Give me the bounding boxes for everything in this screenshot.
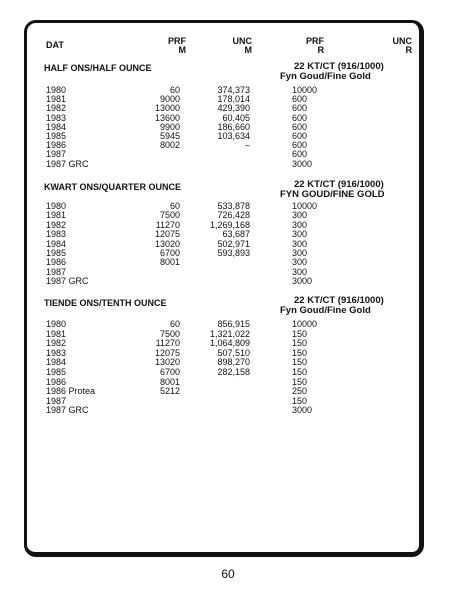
row-prf-m: 6700: [159, 367, 180, 377]
row-year: 1987: [46, 149, 67, 160]
section-title: KWART ONS/QUARTER OUNCE: [44, 182, 181, 192]
row-year: 1981: [46, 210, 67, 221]
row-prf-m: 8001: [159, 257, 180, 268]
row-prf-r: 600: [292, 121, 308, 132]
row-year: 1981: [46, 94, 67, 105]
row-year: 1983: [46, 112, 67, 123]
row-year: 1984: [46, 357, 67, 368]
section-title: TIENDE ONS/TENTH OUNCE: [44, 298, 167, 308]
row-year: 1986: [46, 257, 67, 268]
row-unc-m: 856,915: [217, 319, 250, 329]
row-prf-r: 150: [292, 347, 308, 358]
row-unc-m: 502,971: [217, 238, 250, 249]
row-prf-r: 300: [292, 238, 308, 249]
row-prf-m: 60: [169, 201, 180, 211]
row-unc-m: 282,158: [217, 367, 250, 377]
row-prf-r: 10000: [292, 85, 318, 95]
row-prf-m: 11270: [155, 338, 180, 349]
row-unc-m: 186,660: [217, 121, 250, 132]
row-unc-m: 63,687: [222, 229, 250, 240]
row-unc-m: 429,390: [217, 103, 250, 114]
row-year: 1986 Protea: [46, 386, 96, 397]
row-prf-m: 60: [169, 85, 180, 95]
row-prf-r: 300: [292, 210, 308, 221]
row-prf-r: 10000: [292, 201, 318, 211]
row-year: 1982: [46, 338, 67, 349]
row-unc-m: 726,428: [217, 210, 250, 221]
row-prf-m: 5212: [159, 386, 180, 397]
row-prf-r: 300: [292, 257, 308, 268]
row-unc-m: 374,373: [217, 85, 250, 95]
row-prf-m: 9900: [159, 121, 180, 132]
row-unc-m: 1,064,809: [209, 338, 250, 349]
row-prf-m: 11270: [155, 219, 180, 230]
row-prf-r: 250: [292, 386, 308, 397]
row-year: 1983: [46, 347, 67, 358]
row-prf-m: 12075: [154, 229, 180, 240]
row-prf-r: 150: [292, 357, 308, 368]
row-prf-r: 3000: [292, 276, 313, 287]
row-year: 1987 GRC: [46, 158, 89, 169]
row-prf-m: 13000: [154, 103, 180, 114]
row-unc-m: 1,321,022: [209, 328, 250, 339]
row-year: 1987: [46, 266, 67, 277]
row-year: 1985: [46, 248, 67, 258]
row-unc-m: 103,634: [217, 131, 250, 141]
row-unc-m: 60,405: [222, 112, 250, 123]
row-year: 1984: [46, 121, 67, 132]
row-prf-r: 600: [292, 140, 308, 151]
row-prf-m: 13020: [154, 238, 180, 249]
row-year: 1986: [46, 140, 67, 151]
header-unc-r-unit: R: [405, 45, 412, 55]
row-prf-r: 300: [292, 266, 308, 277]
row-prf-m: 7500: [159, 328, 180, 339]
row-year: 1987: [46, 395, 67, 406]
row-prf-r: 150: [292, 376, 308, 387]
row-prf-r: 150: [292, 367, 308, 377]
row-prf-m: 60: [169, 319, 180, 329]
row-unc-m: 1,269,168: [209, 219, 250, 230]
row-prf-m: 6700: [159, 248, 180, 258]
row-unc-m: 898,270: [217, 357, 250, 368]
row-unc-m: 507,510: [217, 347, 250, 358]
row-prf-m: 13020: [154, 357, 180, 368]
row-year: 1982: [46, 219, 67, 230]
row-year: 1984: [46, 238, 67, 249]
row-prf-m: 8001: [159, 376, 180, 387]
row-year: 1980: [46, 319, 67, 329]
row-year: 1983: [46, 229, 67, 240]
row-prf-m: 9000: [159, 94, 180, 105]
row-prf-r: 150: [292, 395, 308, 406]
row-year: 1987 GRC: [46, 276, 89, 287]
row-unc-m: –: [244, 140, 250, 151]
section-gold-spec: 22 KT/CT (916/1000): [294, 179, 384, 190]
section-gold-spec: 22 KT/CT (916/1000): [294, 295, 384, 306]
section-gold-type: Fyn Goud/Fine Gold: [280, 71, 371, 82]
row-prf-m: 7500: [159, 210, 180, 221]
row-year: 1981: [46, 328, 67, 339]
row-prf-r: 3000: [292, 158, 313, 169]
row-prf-r: 600: [292, 94, 308, 105]
row-prf-r: 3000: [292, 405, 313, 416]
row-prf-m: 8002: [159, 140, 180, 151]
row-unc-m: 178,014: [217, 94, 250, 105]
row-year: 1980: [46, 201, 67, 211]
row-prf-r: 150: [292, 338, 308, 349]
section-gold-spec: 22 KT/CT (916/1000): [294, 61, 384, 72]
row-year: 1987 GRC: [46, 405, 89, 416]
header-prf-m-unit: M: [178, 45, 186, 55]
row-prf-r: 600: [292, 149, 308, 160]
row-prf-r: 300: [292, 219, 308, 230]
row-prf-m: 13600: [154, 112, 180, 123]
section-gold-type: Fyn Goud/Fine Gold: [280, 305, 371, 316]
section-gold-type: FYN GOUD/FINE GOLD: [280, 189, 385, 200]
row-year: 1985: [46, 367, 67, 377]
row-prf-r: 600: [292, 103, 308, 114]
row-prf-m: 5945: [159, 131, 180, 141]
header-prf-r-unit: R: [317, 45, 324, 55]
page-number: 60: [221, 567, 235, 581]
row-prf-r: 150: [292, 328, 308, 339]
row-prf-r: 300: [292, 229, 308, 240]
row-prf-r: 600: [292, 131, 308, 141]
row-prf-r: 10000: [292, 319, 318, 329]
row-year: 1986: [46, 376, 67, 387]
row-year: 1985: [46, 131, 67, 141]
header-dat: DAT: [46, 40, 64, 50]
row-prf-r: 300: [292, 248, 308, 258]
row-year: 1980: [46, 85, 67, 95]
row-year: 1982: [46, 103, 67, 114]
header-unc-r: UNC: [392, 36, 412, 46]
header-prf-m: PRF: [168, 36, 186, 46]
header-unc-m-unit: M: [244, 45, 252, 55]
row-prf-m: 12075: [154, 347, 180, 358]
row-unc-m: 593,893: [217, 248, 250, 258]
section-title: HALF ONS/HALF OUNCE: [44, 63, 152, 73]
row-unc-m: 533,878: [217, 201, 250, 211]
row-prf-r: 600: [292, 112, 308, 123]
header-unc-m: UNC: [232, 36, 252, 46]
header-prf-r: PRF: [306, 36, 324, 46]
